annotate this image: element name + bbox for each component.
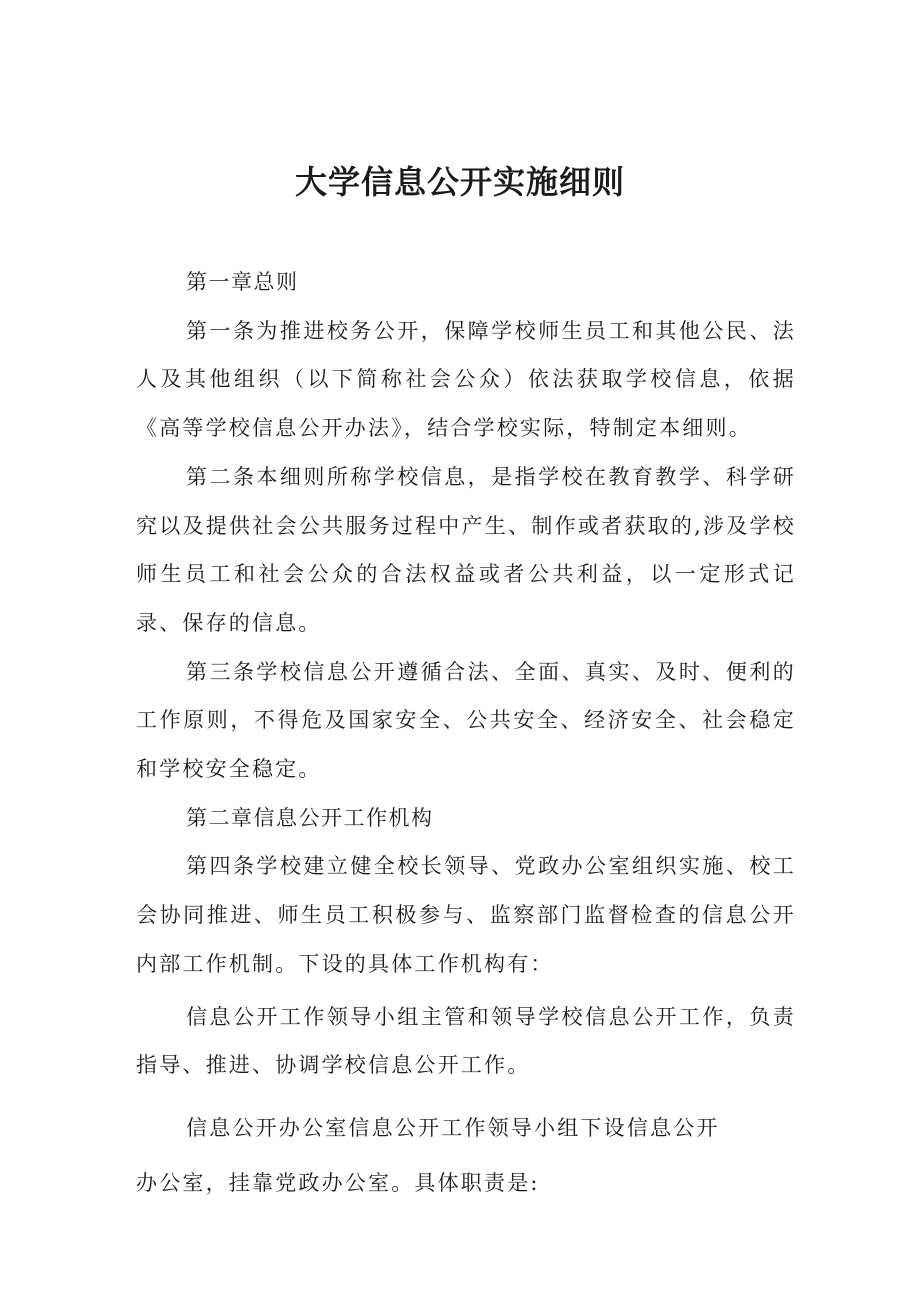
article-1-paragraph: 第一条为推进校务公开，保障学校师生员工和其他公民、法人及其他组织（以下简称社会公众）依法获取学校信息，依据《高等学校信息公开办法》，结合学校实际，特制定本细则。 xyxy=(136,318,796,441)
office-paragraph-line-2: 办公室，挂靠党政办公室。具体职责是: xyxy=(136,1170,540,1195)
leading-group-paragraph: 信息公开工作领导小组主管和领导学校信息公开工作，负责指导、推进、协调学校信息公开工作。 xyxy=(136,1004,796,1078)
document-body xyxy=(136,258,796,1207)
document-title: 大学信息公开实施细则 xyxy=(294,163,625,201)
article-2-paragraph: 第二条本细则所称学校信息，是指学校在教育教学、科学研究以及提供社会公共服务过程中产生、制作或者获取的,涉及学校师生员工和社会公众的合法权益或者公共利益，以一定形式记录、保存的信息。 xyxy=(136,464,796,635)
chapter-heading-general: 第一章总则 xyxy=(186,270,299,294)
article-4-paragraph: 第四条学校建立健全校长领导、党政办公室组织实施、校工会协同推进、师生员工积极参与、监察部门监督检查的信息公开内部工作机制。下设的具体工作机构有： xyxy=(136,854,796,976)
office-paragraph-line-1: 信息公开办公室信息公开工作领导小组下设信息公开 xyxy=(186,1115,720,1140)
article-3-paragraph: 第三条学校信息公开遵循合法、全面、真实、及时、便利的工作原则，不得危及国家安全、公共安全、经济安全、社会稳定和学校安全稳定。 xyxy=(136,659,796,782)
chapter-heading-disclosure-bodies: 第二章信息公开工作机构 xyxy=(186,805,434,830)
